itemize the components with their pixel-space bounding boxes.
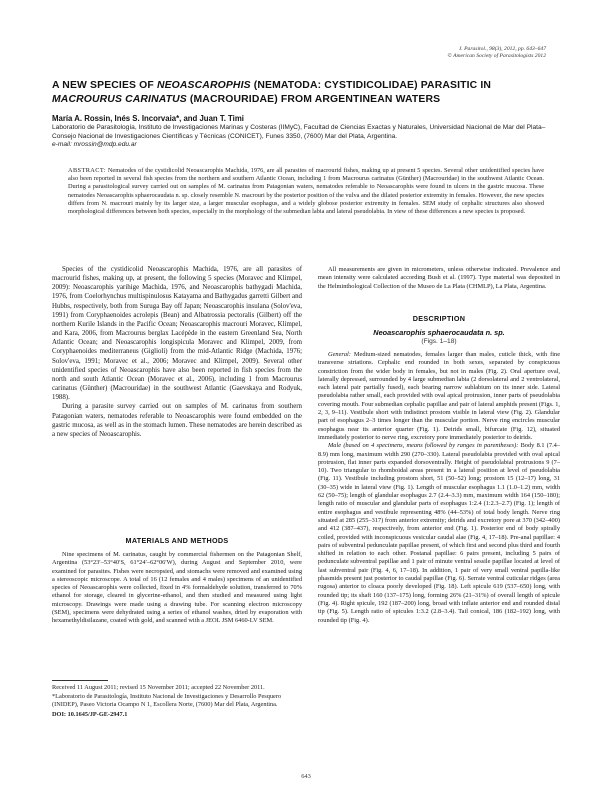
male-text: Body 8.1 (7.4–8.9) mm long, maximum width 290 (270–330). Lateral pseudolabia provided with oval apical protrusion, flat inner parts expanded dorsoventrally. Height of pseudolabial protrusions 9 (7–10). Two triangular to rhomboidal areas present in a lateral position at level of pseudolabia (Fig. 11). Vestibule including prostom short, 51 (50–52) long; prostom 15 (12–17) long, 31 (30–35) wide in lateral view (Fig. 1). Length of muscular esophagus 1.1 (1.0–1.2) mm, width 62 (50–75); length of glandular esophagus 2.7 (2.4–3.3) mm, maximum width 164 (150–180); length ratio of muscular and glandular parts of esophagus 1:2.4 (1:2.3–2.7) (Fig. 1); length of entire esophagus and vestibule representing 48% (44–53%) of total body length. Nerve ring situated at 285 (255–317) from anterior extremity; deirids and excretory pore at 370 (342–400) and 412 (387–437), respectively, from anterior end (Fig. 1). Posterior end of body spirally coiled, provided with inconspicuous vesicular caudal alae (Fig. 4, 17–18). Pre-anal papillae: 4 pairs of subventral pedunculate papillae present, of which first and second plus third and fourth shifted in relation to each other. Postanal papillae: 6 pairs present, including 5 pairs of pedunculate subventral papillae and 1 pair of minute ventral sessile papillae located at level of last subventral pair (Fig. 4, 6, 17–18). In addition, 1 pair of very small ventral papilla-like phasmids present just posterior to caudal papillae (Fig. 6). Serrate ventral cuticular ridges (area rugosa) anterior to cloaca poorly developed (Fig. 18). Left spicule 619 (537–650) long, with rounded tip; its shaft 160 (137–175) long, forming 26% (21–31%) of overall length of spicule (Fig. 4). Right spicule, 192 (187–200) long, broad with inflate anterior end and rounded distal tip (Fig. 5). Length ratio of spicules 1:3.2 (2.8–3.4). Tail conical, 186 (182–192) long, with rounded tip (Fig. 4). — [318, 442, 560, 624]
male-description — [318, 442, 560, 625]
methods-paragraph-1: Nine specimens of M. carinatus, caught by commercial fishermen on the Patagonian Shelf, Argentina (53°23′–53°40′S, 61°24′–62°06′W), during August and September 2010, were examined for parasites. Fishes were necropsied, and stomachs were removed and examined using a stereoscopic microscope. A total of 16 (12 females and 4 males) specimens of an unidentified species of Neoascarophis were collected, fixed in 4% formaldehyde solution, transferred to 70% ethanol for storage, cleared in glycerine-ethanol, and then studied and measured using light microscopy. Drawings were made using a drawing tube. For scanning electron microscopy (SEM), specimens were dehydrated using a series of ethanol washes, dried by evaporation with hexamethyldisilazane, coated with gold, and scanned with a JEOL JSM 6460-LV SEM. — [52, 551, 302, 625]
author-list: María A. Rossin, Inés S. Incorvaia*, and Juan T. Timi — [52, 114, 244, 123]
copyright-line: © American Society of Parasitologists 2012 — [447, 53, 546, 60]
corresponding-email: e-mail: mrossin@mdp.edu.ar — [52, 141, 137, 148]
title-part-2: (NEMATODA: CYSTIDICOLIDAE) PARASITIC IN — [250, 80, 492, 91]
affiliation-footnote: *Laboratorio de Parasitología, Instituto Nacional de Investigaciones y Desarrollo Pesquero (INIDEP), Paseo Victoria Ocampo N 1, Escollera Norte, (7600) Mar del Plata, Argentina. — [52, 693, 282, 709]
right-column-methods — [318, 266, 560, 291]
abstract-label: ABSTRACT: — [68, 167, 106, 174]
male-label: Male — [328, 442, 342, 450]
left-column-intro — [52, 265, 302, 439]
article-title — [52, 79, 560, 106]
doi[interactable]: DOI: 10.1645/JP-GE-2947.1 — [52, 710, 128, 718]
left-column-methods — [52, 551, 302, 626]
intro-paragraph-2: During a parasite survey carried out on samples of M. carinatus from southern Patagonian waters, nematodes referable to Neoascarophis were found embedded on the gastric mucosa, as well as in the stomach lumen. These nematodes are herein described as a new species of Neoascarophis. — [52, 403, 302, 438]
species-name: Neoascarophis sphaerocaudata n. sp. — [373, 328, 505, 337]
affiliation: Laboratorio de Parasitología, Instituto de Investigaciones Marinas y Costeras (IIMyC), Facultad de Ciencias Exactas y Naturales, Universidad Nacional de Mar del Plata–Consejo Nacional de Investigaciones Científicas y Técnicas (CONICET), Funes 3350, (7600) Mar del Plata, Argentina. — [52, 124, 546, 140]
intro-paragraph-1: Species of the cystidicolid Neoascarophis Machida, 1976, are all parasites of macrourid fishes, making up, at present, the following 5 species (Moravec and Klimpel, 2009): Neoascarophis yarihige Machida, 1976, and Neoascarophis bathygadi Machida, 1976, from Coelorhynchus multispinulosus Katayama and Bathygadus garretti Gilbert and Hubbs, respectively, both from Suruga Bay off Japan; Neoascarophis insulana (Solov'eva, 1991) from Coryphaenoides acrolepis (Bean) and Albatrossia pectoralis (Gilbert) off the northern Kurile Islands in the Pacific Ocean; Neoascarophis macrouri Moravec, Klimpel, and Kara, 2006, from Macrourus berglax Lacépède in the eastern Greenland Sea, North Atlantic Ocean; and Neoascarophis longispicula Moravec and Klimpel, 2009, from Coryphaenoides mediterraneus (Giglioli) from the mid-Atlantic Ridge (Machida, 1976; Solov'eva, 1991; Moravec et al., 2006; Moravec and Klimpel, 2009). Several other unidentified species of Neoascarophis have also been reported in fish species from the north and south Atlantic Ocean (Moravec et al., 2006), including 1 from Macrourus carinatus (Günther) (Macrouridae) in the southwest Atlantic (Gaevskaya and Rodyuk, 1988). — [52, 266, 302, 402]
received-dates: Received 11 August 2011; revised 15 November 2011; accepted 22 November 2011. — [52, 684, 265, 691]
abstract-text: Nematodes of the cystidicolid Neoascarophis Machida, 1976, are all parasites of macrourid fishes, making up at present 5 species. Several other unidentified species have also been reported in several fish species from the northern and southern Atlantic Ocean, including 1 from Macrourus carinatus (Günther) (Macrouridae) in the southwest Atlantic Ocean. During a parasitological survey carried out on samples of M. carinatus from Patagonian waters, nematodes referable to Neoascarophis were found in ulcers in the gastric mucosa. These nematodes Neoascarophis sphaerocaudata n. sp. closely resemble N. macrouri by the posterior position of the vulva and the dilated posterior extremity in females. However, the new species differs from N. macrouri mainly by its larger size, a larger muscular esophagus, and a widely globose posterior extremity in females. SEM study of cephalic structures also showed morphological differences between both species, especially in the morphology of the submedian labia and lateral pseudolabia. In view of these differences a new species is proposed. — [68, 167, 544, 216]
title-part-1: A NEW SPECIES OF — [52, 80, 157, 91]
footnote-divider — [52, 680, 108, 681]
general-description — [318, 351, 560, 442]
title-host: MACROURUS CARINATUS — [52, 93, 187, 105]
right-column-description — [318, 351, 560, 625]
page-number: 643 — [301, 773, 311, 780]
male-note: (based on 4 specimens, means followed by ranges in parentheses): — [343, 442, 519, 450]
abstract — [68, 167, 544, 216]
journal-citation: J. Parasitol., 98(3), 2012, pp. 643–647 — [458, 46, 546, 52]
figures-reference: (Figs. 1–18) — [421, 338, 457, 345]
methods-paragraph-2: All measurements are given in micrometers, unless otherwise indicated. Prevalence and mean intensity were calculated according Bush et al. (1997). Type material was deposited in the Helminthological Collection of the Museo de La Plata (CHMLP), La Plata, Argentina. — [318, 266, 560, 290]
title-part-3: (MACROURIDAE) FROM ARGENTINEAN WATERS — [186, 93, 441, 105]
description-heading: DESCRIPTION — [412, 314, 466, 323]
general-text: Medium-sized nematodes, females larger than males, cuticle thick, with fine transverse striations. Cephalic end rounded in both sexes, separated by conspicuous constriction from the wider body in females, but not in males (Fig. 2). Oral aperture oval, laterally depressed, surrounded by 4 large submedian labia (2 dorsolateral and 2 ventrolateral, each lateral pair partially fused), each bearing narrow sublabium on its inner side. Lateral pseudolabia rather small, each provided with oval apical protrusion, inner parts of pseudolabia covering mouth. Four submedian cephalic papillae and pair of lateral amphids present (Figs. 1, 2, 3, 9–11). Vestibule short with indistinct prostom visible in lateral view (Fig. 2). Glandular part of esophagus 2–3 times longer than the muscular portion. Nerve ring encircles muscular esophagus near its anterior quarter (Fig. 1). Deirids small, bifurcate (Fig. 12), situated immediately posterior to nerve ring, excretory pore immediately posterior to deirids. — [318, 351, 561, 441]
title-genus: NEOASCAROPHIS — [156, 80, 251, 91]
methods-heading: MATERIALS AND METHODS — [125, 536, 229, 545]
journal-header — [448, 46, 546, 61]
general-label: General: — [328, 351, 351, 358]
footnotes — [52, 684, 302, 720]
